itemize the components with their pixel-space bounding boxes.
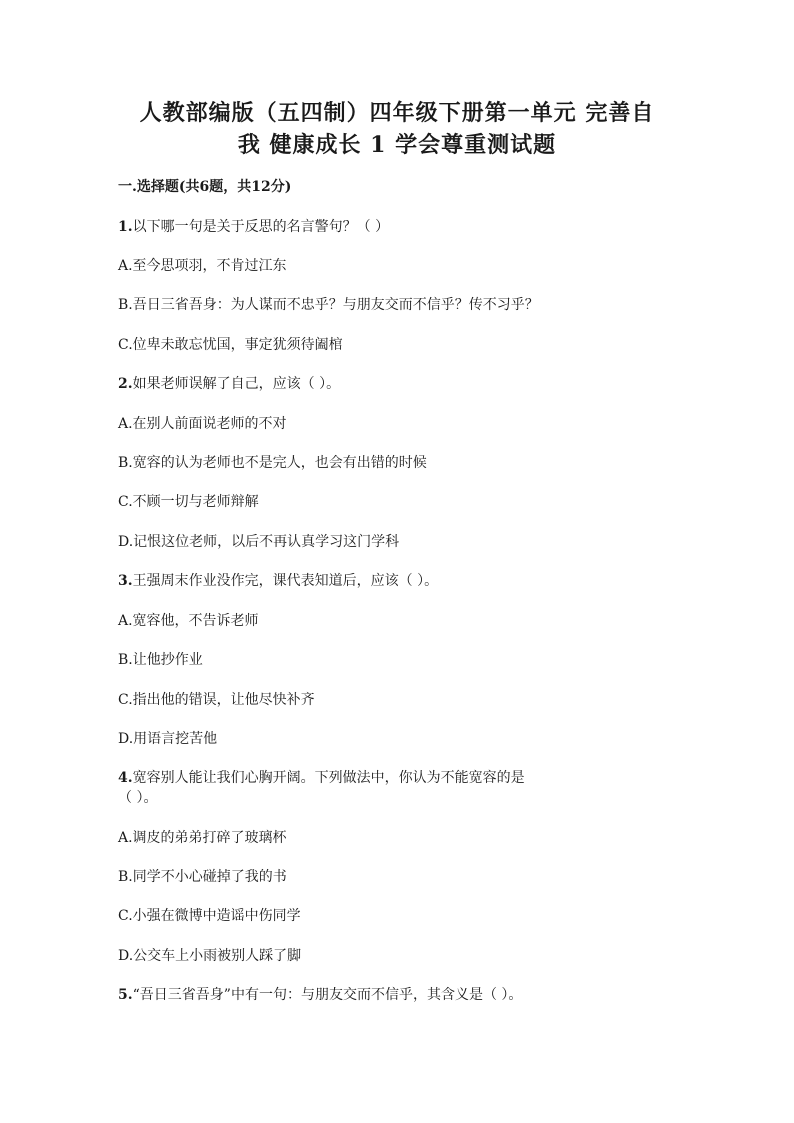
question-4-stem bbox=[118, 768, 718, 788]
document-title-line-1: 人教部编版（五四制）四年级下册第一单元 完善自 bbox=[139, 100, 655, 126]
document-title-line-2: 我 健康成长 1 学会尊重测试题 bbox=[237, 132, 557, 158]
question-4-option-a: A.调皮的弟弟打碎了玻璃杯 bbox=[118, 830, 287, 846]
question-3-stem bbox=[118, 571, 718, 591]
question-4-option-c: C.小强在微博中造谣中伤同学 bbox=[118, 908, 301, 924]
question-1-text: 以下哪一句是关于反思的名言警句？（ ） bbox=[132, 219, 390, 235]
question-3-number: 3. bbox=[118, 573, 133, 589]
question-1-number: 1. bbox=[118, 219, 133, 235]
question-1-option-a: A.至今思项羽，不肯过江东 bbox=[118, 258, 287, 274]
question-5-stem bbox=[118, 985, 718, 1005]
question-2-option-d: D.记恨这位老师，以后不再认真学习这门学科 bbox=[118, 534, 400, 550]
question-4-option-d: D.公交车上小雨被别人踩了脚 bbox=[118, 948, 302, 964]
question-3-option-d: D.用语言挖苦他 bbox=[118, 731, 218, 747]
question-3-option-b: B.让他抄作业 bbox=[118, 652, 203, 668]
question-5-text: “吾日三省吾身”中有一句：与朋友交而不信乎，其含义是（ ）。 bbox=[132, 987, 523, 1003]
question-2-text: 如果老师误解了自己，应该（ ）。 bbox=[132, 376, 341, 392]
question-3-text: 王强周末作业没作完，课代表知道后，应该（ ）。 bbox=[132, 573, 439, 589]
question-4-number: 4. bbox=[118, 770, 133, 786]
question-3-option-c: C.指出他的错误，让他尽快补齐 bbox=[118, 692, 315, 708]
question-1-option-c: C.位卑未敢忘忧国，事定犹须待阖棺 bbox=[118, 337, 343, 353]
question-2-option-b: B.宽容的认为老师也不是完人，也会有出错的时候 bbox=[118, 455, 427, 471]
question-2-stem bbox=[118, 374, 718, 394]
question-1-option-b: B.吾日三省吾身：为人谋而不忠乎？与朋友交而不信乎？传不习乎？ bbox=[118, 297, 539, 313]
question-4-option-b: B.同学不小心碰掉了我的书 bbox=[118, 869, 287, 885]
question-2-option-a: A.在别人前面说老师的不对 bbox=[118, 416, 287, 432]
question-1-stem bbox=[118, 217, 718, 237]
question-2-option-c: C.不顾一切与老师辩解 bbox=[118, 494, 259, 510]
question-4-text: 宽容别人能让我们心胸开阔。下列做法中，你认为不能宽容的是 bbox=[132, 770, 525, 786]
question-4-stem-continuation: （ ）。 bbox=[118, 790, 158, 806]
section-heading: 一.选择题(共6题，共12分) bbox=[118, 179, 292, 195]
question-3-option-a: A.宽容他，不告诉老师 bbox=[118, 613, 259, 629]
question-2-number: 2. bbox=[118, 376, 133, 392]
question-5-number: 5. bbox=[118, 987, 133, 1003]
